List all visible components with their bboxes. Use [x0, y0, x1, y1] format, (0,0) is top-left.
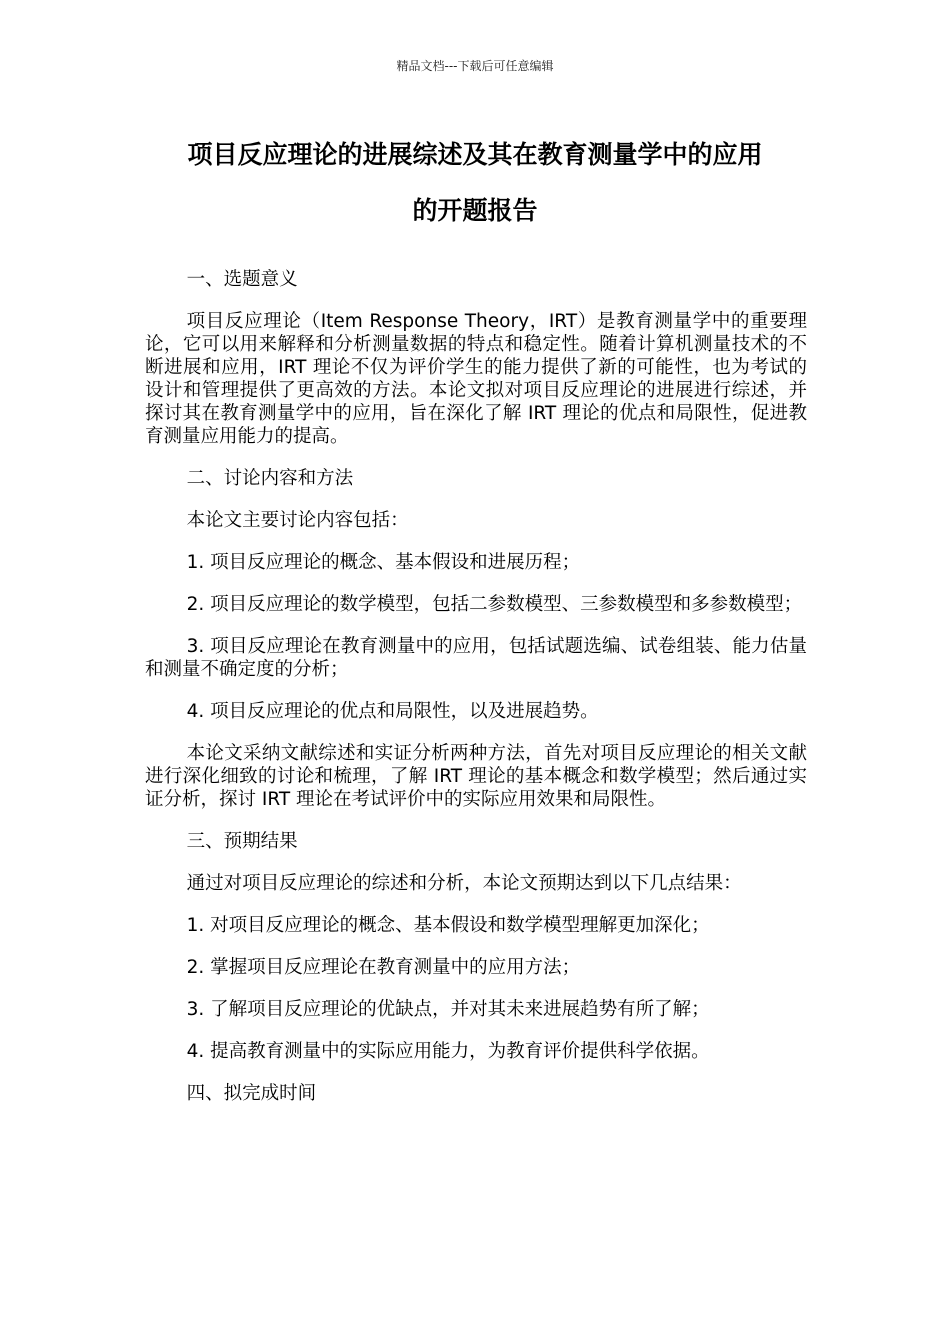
paragraph-significance: 项目反应理论（Item Response Theory，IRT）是教育测量学中的重要理论，它可以用来解释和分析测量数据的特点和稳定性。随着计算机测量技术的不断进展和应用，IRT 理论不仅为评价学生的能力提供了新的可能性，也为考试的设计和管理提供了更高效的方法。本论文拟对项目反应理论的进展进行综述，并探讨其在教育测量学中的应用，旨在深化了解 IRT 理论的优点和局限性，促进教育测量应用能力的提高。: [145, 311, 807, 447]
list-item-content-2: 2. 项目反应理论的数学模型，包括二参数模型、三参数模型和多参数模型；: [186, 594, 803, 615]
list-item-content-4: 4. 项目反应理论的优点和局限性，以及进展趋势。: [186, 701, 599, 722]
section-heading-content-methods: 二、讨论内容和方法: [186, 468, 354, 489]
list-item-result-4: 4. 提高教育测量中的实际应用能力，为教育评价提供科学依据。: [186, 1041, 710, 1062]
list-item-result-3: 3. 了解项目反应理论的优缺点，并对其未来进展趋势有所了解；: [186, 999, 710, 1020]
section-heading-expected-results: 三、预期结果: [186, 831, 298, 852]
list-item-content-1: 1. 项目反应理论的概念、基本假设和进展历程；: [186, 552, 581, 573]
section-heading-significance: 一、选题意义: [186, 269, 298, 290]
header-note: 精品文档---下载后可任意编辑: [396, 59, 554, 73]
document-body: [145, 268, 807, 1105]
list-item-result-2: 2. 掌握项目反应理论在教育测量中的应用方法；: [186, 957, 581, 978]
paragraph-results-intro: 通过对项目反应理论的综述和分析，本论文预期达到以下几点结果：: [186, 873, 742, 894]
document-title-line-1: 项目反应理论的进展综述及其在教育测量学中的应用: [187, 140, 763, 169]
list-item-content-3: 3. 项目反应理论在教育测量中的应用，包括试题选编、试卷组装、能力估量和测量不确定度的分析；: [145, 636, 807, 680]
paragraph-methods: 本论文采纳文献综述和实证分析两种方法，首先对项目反应理论的相关文献进行深化细致的讨论和梳理，了解 IRT 理论的基本概念和数学模型；然后通过实证分析，探讨 IRT 理论在考试评价中的实际应用效果和局限性。: [145, 743, 807, 810]
section-heading-timeline: 四、拟完成时间: [186, 1083, 317, 1104]
paragraph-content-intro: 本论文主要讨论内容包括：: [186, 510, 409, 531]
document-title-line-2: 的开题报告: [412, 196, 538, 225]
list-item-result-1: 1. 对项目反应理论的概念、基本假设和数学模型理解更加深化；: [186, 915, 710, 936]
